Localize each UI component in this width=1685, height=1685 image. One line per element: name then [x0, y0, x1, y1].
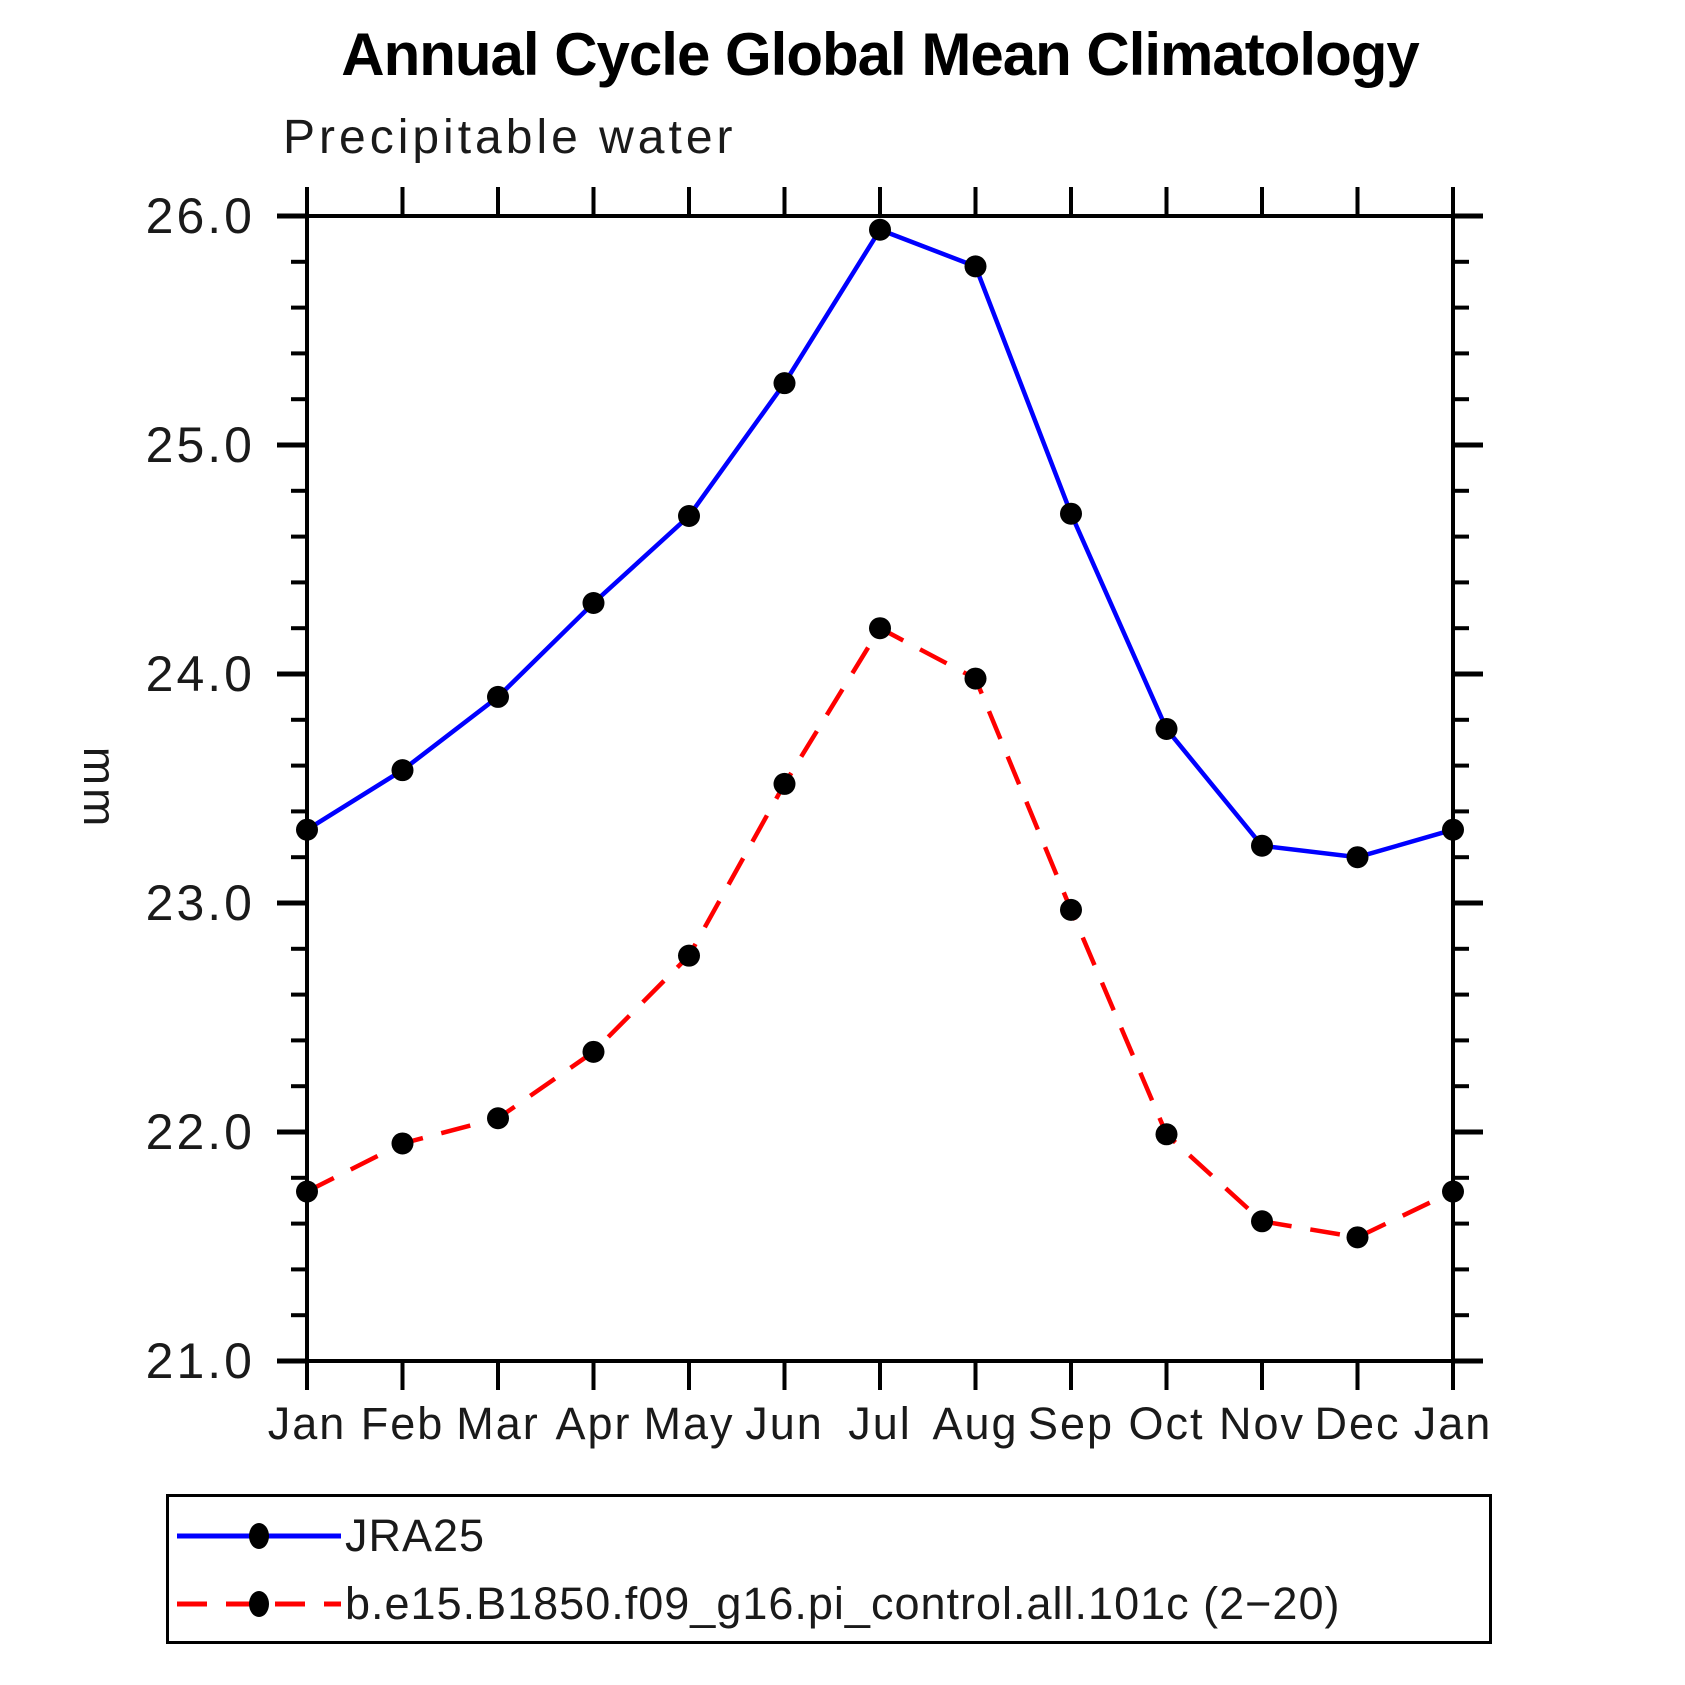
x-tick-label: Jul — [848, 1398, 912, 1449]
legend-marker-dot-icon — [249, 1591, 269, 1617]
legend-entry-model — [173, 1571, 1340, 1637]
data-point-marker — [1060, 503, 1082, 525]
data-point-marker — [965, 668, 987, 690]
x-tick-label: Aug — [932, 1398, 1019, 1449]
data-point-marker — [1251, 835, 1273, 857]
data-point-marker — [1442, 1181, 1464, 1203]
data-point-marker — [583, 1041, 605, 1063]
data-point-marker — [296, 819, 318, 841]
legend-line-sample-dashed — [173, 1584, 345, 1624]
x-tick-label: Oct — [1128, 1398, 1205, 1449]
data-point-marker — [678, 505, 700, 527]
y-tick-label: 25.0 — [145, 417, 255, 473]
data-point-marker — [392, 1132, 414, 1154]
data-point-marker — [583, 592, 605, 614]
y-tick-label: 26.0 — [145, 188, 255, 244]
data-point-marker — [487, 1107, 509, 1129]
legend-entry-jra25 — [173, 1503, 485, 1569]
x-tick-label: Mar — [456, 1398, 540, 1449]
y-tick-label: 23.0 — [145, 875, 255, 931]
x-tick-label: Nov — [1218, 1398, 1306, 1449]
x-tick-label: Dec — [1314, 1398, 1401, 1449]
series-line-1 — [307, 628, 1453, 1237]
data-point-marker — [1060, 899, 1082, 921]
x-tick-label: Jun — [745, 1398, 824, 1449]
data-point-marker — [392, 759, 414, 781]
data-point-marker — [1442, 819, 1464, 841]
x-tick-label: Jan — [267, 1398, 347, 1449]
data-point-marker — [869, 219, 891, 241]
data-point-marker — [774, 372, 796, 394]
x-tick-label: Sep — [1027, 1398, 1115, 1449]
data-point-marker — [774, 773, 796, 795]
data-point-marker — [965, 255, 987, 277]
legend-label: JRA25 — [345, 1510, 486, 1561]
data-point-marker — [296, 1181, 318, 1203]
chart-subtitle: Precipitable water — [283, 111, 737, 164]
data-point-marker — [1347, 846, 1369, 868]
legend-box — [166, 1494, 1492, 1644]
legend-marker-dot-icon — [249, 1523, 269, 1549]
data-point-marker — [1156, 1123, 1178, 1145]
x-tick-label: May — [643, 1398, 735, 1449]
y-axis-title: mm — [74, 746, 126, 830]
x-tick-label: Feb — [360, 1398, 445, 1449]
data-point-marker — [1156, 718, 1178, 740]
x-tick-label: Jan — [1413, 1398, 1493, 1449]
data-point-marker — [487, 686, 509, 708]
data-point-marker — [869, 617, 891, 639]
series-line-0 — [307, 230, 1453, 857]
plot-frame — [307, 216, 1453, 1361]
y-tick-label: 22.0 — [145, 1104, 255, 1160]
chart-title: Annual Cycle Global Mean Climatology — [341, 21, 1419, 88]
data-point-marker — [678, 945, 700, 967]
data-point-marker — [1251, 1210, 1273, 1232]
legend-line-sample-solid — [173, 1516, 345, 1556]
y-tick-label: 21.0 — [145, 1333, 255, 1389]
x-tick-label: Apr — [555, 1398, 632, 1449]
y-tick-label: 24.0 — [145, 646, 255, 702]
data-point-marker — [1347, 1226, 1369, 1248]
legend-label: b.e15.B1850.f09_g16.pi_control.all.101c (2−20) — [345, 1578, 1341, 1629]
